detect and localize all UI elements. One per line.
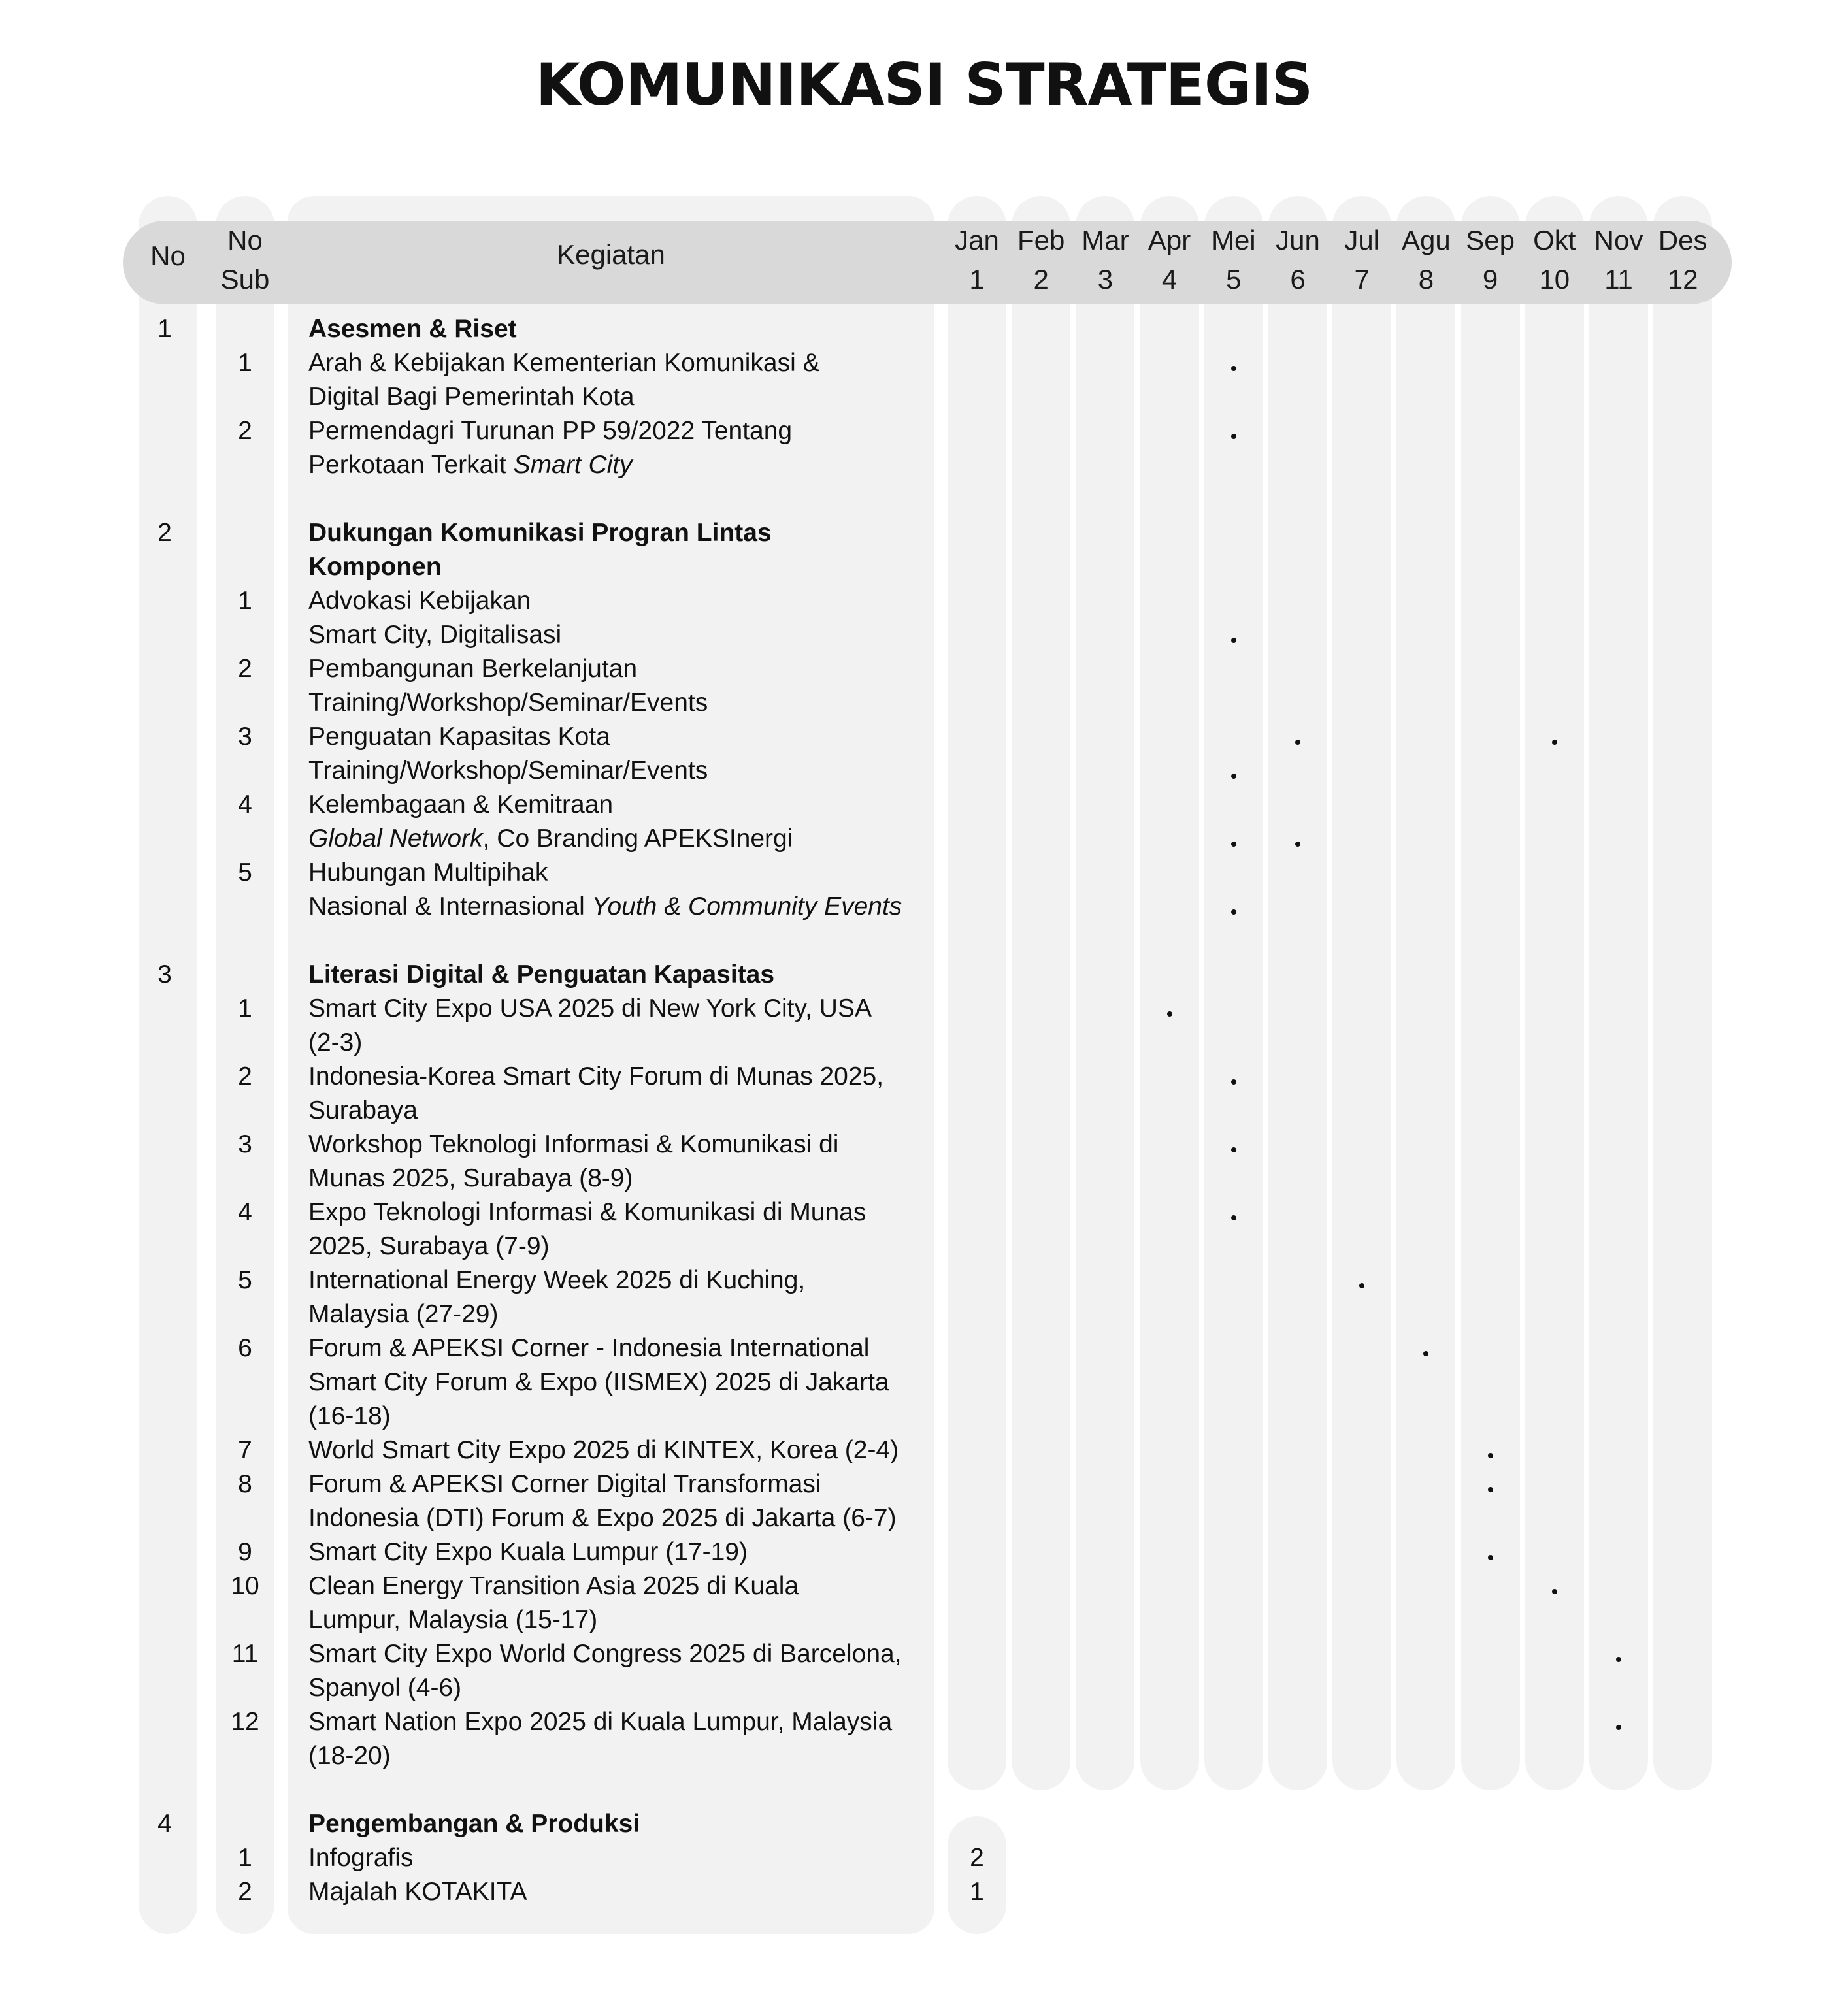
activity-text: Infografis [308,1844,414,1872]
header-month-12 [1648,221,1717,299]
activity-text: Smart City Expo USA 2025 di New York City, USA [308,994,872,1022]
header-month-10-line: 10 [1539,264,1570,295]
schedule-dot [1488,1487,1493,1492]
header-month-9 [1456,221,1525,299]
sub-number: 10 [231,1572,259,1600]
column-month-9 [1461,196,1520,1790]
header-month-10-line: Okt [1533,225,1576,255]
header-kegiatan-line: Kegiatan [557,239,665,270]
header-month-7-line: Jul [1344,225,1380,255]
activity-text: Training/Workshop/Seminar/Events [308,757,708,785]
header-month-2-line: Feb [1017,225,1065,255]
sub-number: 5 [238,1266,252,1294]
column-month-8 [1396,196,1455,1790]
activity-text: Training/Workshop/Seminar/Events [308,689,708,717]
header-month-11-line: 11 [1604,264,1633,295]
header-no-sub-line: No [227,225,263,255]
header-month-5-line: Mei [1211,225,1256,255]
header-month-8-line: 8 [1418,264,1434,295]
activity-text: (18-20) [308,1742,391,1770]
header-no-sub-line: Sub [220,264,270,295]
activity-text: Nasional & Internasional Youth & Community Events [308,892,902,921]
schedule-dot [1295,842,1300,847]
schedule-dot [1231,1147,1236,1152]
activity-text: Clean Energy Transition Asia 2025 di Kuala [308,1572,799,1600]
schedule-dot [1295,740,1300,745]
activity-text: Smart City, Digitalisasi [308,621,562,649]
header-no-line: No [150,240,186,271]
activity-text: Smart City Forum & Expo (IISMEX) 2025 di Jakarta [308,1368,889,1396]
header-month-2-line: 2 [1033,264,1049,295]
header-month-3-line: Mar [1081,225,1129,255]
jan-value: 1 [970,1878,984,1906]
sub-number: 9 [238,1538,252,1566]
header-month-12-line: 12 [1667,264,1698,295]
header-month-10 [1520,221,1589,299]
header-month-12-line: Des [1658,225,1708,255]
sub-number: 7 [238,1436,252,1464]
activity-text: Lumpur, Malaysia (15-17) [308,1606,598,1634]
schedule-dot [1552,1589,1557,1594]
schedule-dot [1231,638,1236,643]
sub-number: 4 [238,791,252,819]
column-month-2 [1012,196,1070,1790]
header-month-4 [1135,221,1204,299]
section-title: Literasi Digital & Penguatan Kapasitas [308,960,775,989]
sub-number: 5 [238,858,252,887]
activity-text: Digital Bagi Pemerintah Kota [308,383,635,411]
sub-number: 1 [238,587,252,615]
header-month-8-line: Agu [1402,225,1451,255]
activity-text: Pembangunan Berkelanjutan [308,655,638,683]
header-month-11 [1584,221,1653,299]
activity-text: Forum & APEKSI Corner - Indonesia International [308,1334,870,1362]
activity-text: World Smart City Expo 2025 di KINTEX, Korea (2-4) [308,1436,899,1464]
activity-text: Malaysia (27-29) [308,1300,499,1328]
activity-text: Global Network, Co Branding APEKSInergi [308,825,793,853]
header-month-8 [1391,221,1460,299]
header-month-9-line: 9 [1482,264,1498,295]
schedule-dot [1231,366,1236,371]
schedule-dot [1616,1725,1621,1730]
activity-text: Penguatan Kapasitas Kota [308,723,610,751]
header-month-6 [1263,221,1332,299]
activity-text: (16-18) [308,1402,391,1430]
schedule-dot [1616,1657,1621,1662]
column-no [139,196,197,1934]
activity-text: Arah & Kebijakan Kementerian Komunikasi & [308,349,820,377]
column-month-10 [1525,196,1584,1790]
schedule-dot [1488,1555,1493,1560]
schedule-dot [1231,1079,1236,1085]
sub-number: 2 [238,655,252,683]
activity-text: Permendagri Turunan PP 59/2022 Tentang [308,417,793,445]
activity-text: Munas 2025, Surabaya (8-9) [308,1164,633,1192]
sub-number: 4 [238,1198,252,1226]
header-month-6-line: Jun [1276,225,1320,255]
header-month-3-line: 3 [1097,264,1114,295]
header-no-sub [209,221,281,299]
activity-text: Kelembagaan & Kemitraan [308,791,614,819]
activity-text: Smart Nation Expo 2025 di Kuala Lumpur, Malaysia [308,1708,893,1736]
schedule-dot [1231,774,1236,779]
header-no [132,237,204,276]
header-month-2 [1006,221,1076,299]
activity-text: Perkotaan Terkait Smart City [308,451,633,479]
schedule-dot [1167,1011,1172,1017]
schedule-dot [1488,1453,1493,1458]
header-month-1-line: 1 [969,264,985,295]
section-number: 1 [157,315,172,343]
header-kegiatan [288,235,934,274]
header-month-3 [1070,221,1140,299]
header-month-7-line: 7 [1354,264,1370,295]
header-month-6-line: 6 [1290,264,1306,295]
schedule-dot [1231,1215,1236,1220]
section-number: 3 [157,960,172,989]
sub-number: 1 [238,994,252,1022]
sub-number: 2 [238,1878,252,1906]
header-month-5 [1199,221,1268,299]
section-number: 2 [157,519,172,547]
sub-number: 12 [231,1708,259,1736]
sub-number: 3 [238,1130,252,1158]
activity-text: Indonesia (DTI) Forum & Expo 2025 di Jakarta (6-7) [308,1504,897,1532]
italic-text: Smart City [513,451,633,479]
sub-number: 2 [238,1062,252,1090]
header-month-4-line: 4 [1161,264,1178,295]
schedule-dot [1231,434,1236,439]
section-title: Dukungan Komunikasi Progran Lintas Komponen [308,519,772,581]
activity-text: Expo Teknologi Informasi & Komunikasi di Munas [308,1198,866,1226]
header-month-9-line: Sep [1466,225,1515,255]
schedule-dot [1231,842,1236,847]
header-month-11-line: Nov [1594,225,1643,255]
header-month-5-line: 5 [1226,264,1242,295]
sub-number: 6 [238,1334,252,1362]
section-title: Pengembangan & Produksi [308,1810,640,1838]
column-month-3 [1076,196,1134,1790]
activity-text: Advokasi Kebijakan [308,587,531,615]
activity-text: Indonesia-Korea Smart City Forum di Munas 2025, [308,1062,884,1090]
column-month-4 [1140,196,1199,1790]
sub-number: 11 [231,1640,259,1668]
activity-text: Surabaya [308,1096,418,1124]
column-month-11 [1589,196,1648,1790]
header-month-4-line: Apr [1147,225,1191,255]
sub-number: 3 [238,723,252,751]
italic-text: Youth & Community Events [591,892,902,921]
header-month-1 [942,221,1012,299]
activity-text: Smart City Expo World Congress 2025 di Barcelona, [308,1640,902,1668]
section-number: 4 [157,1810,172,1838]
activity-text: Forum & APEKSI Corner Digital Transformasi [308,1470,821,1498]
header-month-1-line: Jan [955,225,999,255]
section-title: Asesmen & Riset [308,315,517,343]
sub-number: 1 [238,349,252,377]
activity-text: Spanyol (4-6) [308,1674,462,1702]
activity-text: (2-3) [308,1028,363,1056]
sub-number: 2 [238,417,252,445]
header-month-7 [1327,221,1396,299]
italic-text: Global Network [308,825,483,853]
column-month-1 [948,196,1006,1790]
jan-value: 2 [970,1844,984,1872]
sub-number: 8 [238,1470,252,1498]
activity-text: Hubungan Multipihak [308,858,548,887]
schedule-dot [1231,909,1236,915]
activity-text: Majalah KOTAKITA [308,1878,527,1906]
schedule-dot [1552,740,1557,745]
activity-text: International Energy Week 2025 di Kuching, [308,1266,806,1294]
activity-text: Workshop Teknologi Informasi & Komunikasi di [308,1130,839,1158]
activity-text: 2025, Surabaya (7-9) [308,1232,550,1260]
sub-number: 1 [238,1844,252,1872]
column-month-7 [1332,196,1391,1790]
column-month-6 [1268,196,1327,1790]
column-month-12 [1653,196,1712,1790]
page-title: KOMUNIKASI STRATEGIS [535,51,1313,118]
activity-text: Smart City Expo Kuala Lumpur (17-19) [308,1538,748,1566]
